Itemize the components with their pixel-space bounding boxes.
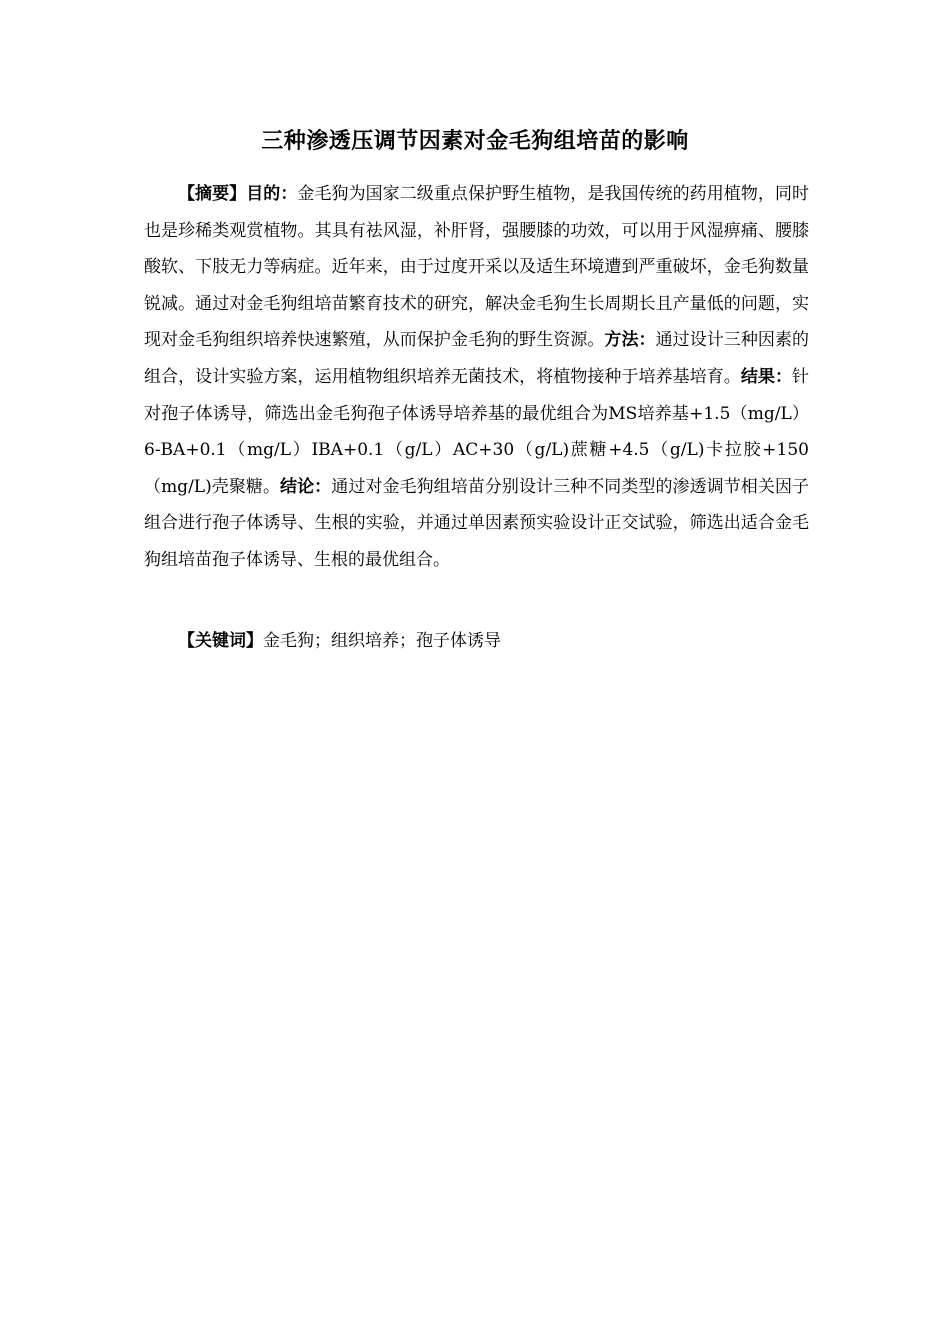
abstract-paragraph [144,176,809,579]
paper-title: 三种渗透压调节因素对金毛狗组培苗的影响 [261,129,689,154]
conclusion-label: 结论： [280,476,332,497]
keywords-paragraph [144,623,809,660]
keywords-label: 【关键词】 [178,631,263,651]
objective-label: 目的： [246,184,298,204]
objective-text: 金毛狗为国家二级重点保护野生植物，是我国传统的药用植物，同时也是珍稀类观赏植物。其具有祛风湿，补肝肾，强腰膝的功效，可以用于风湿痹痛、腰膝酸软、下肢无力等病症。近年来，由于过度开采以及适生环境遭到严重破坏，金毛狗数量锐减。通过对金毛狗组培苗繁育技术的研究，解决金毛狗生长周期长且产量低的问题，实现对金毛狗组织培养快速繁殖，从而保护金毛狗的野生资源。 [144,184,810,351]
conclusion-text: 通过对金毛狗组培苗分别设计三种不同类型的渗透调节相关因子组合进行孢子体诱导、生根的实验，并通过单因素预实验设计正交试验，筛选出适合金毛狗组培苗孢子体诱导、生根的最优组合。 [144,476,810,570]
keywords-text: 金毛狗；组织培养；孢子体诱导 [263,631,501,651]
result-label: 结果： [740,366,793,387]
abstract-label: 【摘要】 [178,184,247,204]
result-text: 针对孢子体诱导，筛选出金毛狗孢子体诱导培养基的最优组合为MS培养基+1.5（mg/L）6-BA+0.1（mg/L）IBA+0.1（g/L）AC+30（g/L)蔗糖+4.5（g/L)卡拉胶+150（mg/L)壳聚糖。 [144,366,810,497]
method-label: 方法： [604,330,656,351]
method-text: 通过设计三种因素的组合，设计实验方案，运用植物组织培养无菌技术，将植物接种于培养基培育。 [144,330,810,387]
